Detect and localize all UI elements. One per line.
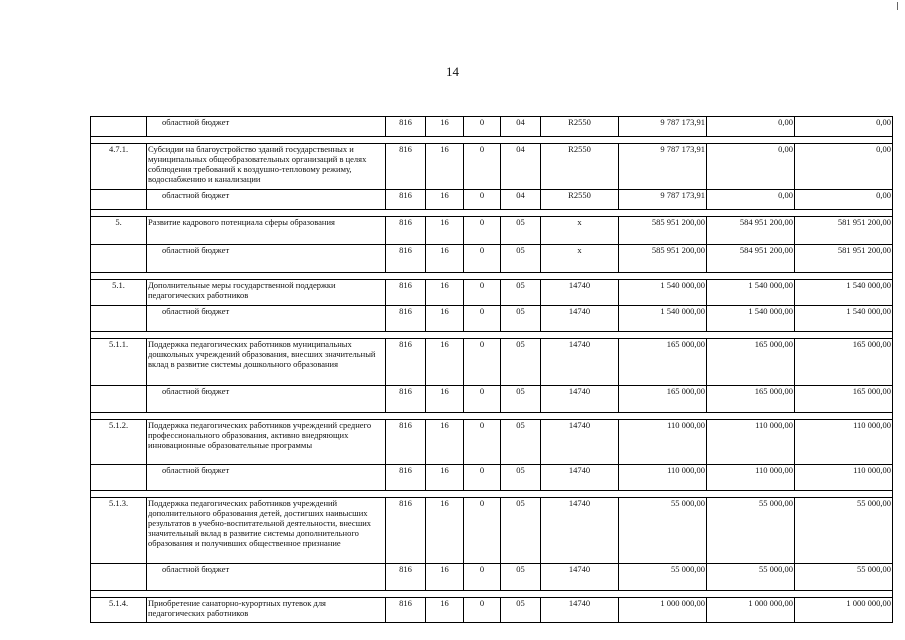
- table-row: [91, 598, 893, 623]
- cell-main-activity-code: 05: [501, 564, 541, 591]
- row-name: Поддержка педагогических работников муниципальных дошкольных учреждений образования, внесших значительный вклад в развитие системы дошкольного образования: [147, 339, 386, 386]
- cell-direction-code: 14740: [541, 598, 619, 623]
- cell-program-code: 16: [426, 465, 464, 491]
- cell-ministry-code: 816: [386, 386, 426, 413]
- cell-amount-year1: 110 000,00: [619, 465, 707, 491]
- cell-subprogram-code: 0: [464, 386, 501, 413]
- cell-direction-code: R2550: [541, 144, 619, 190]
- cell-subprogram-code: 0: [464, 245, 501, 273]
- cell-subprogram-code: 0: [464, 420, 501, 465]
- row-code: [91, 190, 147, 210]
- cell-amount-year2: 1 000 000,00: [707, 598, 795, 623]
- cell-program-code: 16: [426, 564, 464, 591]
- cell-ministry-code: 816: [386, 306, 426, 332]
- cell-direction-code: 14740: [541, 339, 619, 386]
- cell-amount-year1: 1 000 000,00: [619, 598, 707, 623]
- cell-main-activity-code: 05: [501, 245, 541, 273]
- row-name: Приобретение санаторно-курортных путевок для педагогических работников: [147, 598, 386, 623]
- cell-direction-code: 14740: [541, 465, 619, 491]
- cell-program-code: 16: [426, 280, 464, 306]
- cell-main-activity-code: 05: [501, 339, 541, 386]
- cell-amount-year2: 0,00: [707, 117, 795, 137]
- cell-subprogram-code: 0: [464, 564, 501, 591]
- table-row: [91, 144, 893, 190]
- row-code: 5.1.: [91, 280, 147, 306]
- cell-main-activity-code: 05: [501, 306, 541, 332]
- table-row: [91, 245, 893, 273]
- cell-direction-code: 14740: [541, 498, 619, 564]
- cell-ministry-code: 816: [386, 117, 426, 137]
- cell-direction-code: 14740: [541, 280, 619, 306]
- cell-amount-year3: 110 000,00: [795, 420, 893, 465]
- row-separator: [91, 332, 893, 339]
- cell-amount-year3: 165 000,00: [795, 386, 893, 413]
- row-code: [91, 564, 147, 591]
- cell-amount-year2: 1 540 000,00: [707, 280, 795, 306]
- row-code: 5.1.1.: [91, 339, 147, 386]
- cell-ministry-code: 816: [386, 465, 426, 491]
- cell-subprogram-code: 0: [464, 598, 501, 623]
- cell-amount-year3: 165 000,00: [795, 339, 893, 386]
- cell-amount-year2: 584 951 200,00: [707, 245, 795, 273]
- cell-amount-year2: 1 540 000,00: [707, 306, 795, 332]
- cell-program-code: 16: [426, 144, 464, 190]
- row-name: Субсидии на благоустройство зданий государственных и муниципальных общеобразовательных организаций в целях соблюдения требований к воздушно-тепловому режиму, водоснабжению и канализации: [147, 144, 386, 190]
- row-code: [91, 386, 147, 413]
- cell-amount-year1: 55 000,00: [619, 564, 707, 591]
- cell-subprogram-code: 0: [464, 217, 501, 245]
- cell-amount-year2: 0,00: [707, 144, 795, 190]
- row-code: 5.1.3.: [91, 498, 147, 564]
- row-code: [91, 117, 147, 137]
- cell-program-code: 16: [426, 339, 464, 386]
- row-name: областной бюджет: [147, 386, 386, 413]
- row-name: областной бюджет: [147, 245, 386, 273]
- cell-amount-year2: 110 000,00: [707, 465, 795, 491]
- cell-program-code: 16: [426, 190, 464, 210]
- row-name: областной бюджет: [147, 117, 386, 137]
- budget-table: [90, 116, 893, 623]
- row-code: 4.7.1.: [91, 144, 147, 190]
- cell-amount-year3: 581 951 200,00: [795, 217, 893, 245]
- row-separator: [91, 137, 893, 144]
- cell-amount-year3: 0,00: [795, 144, 893, 190]
- cell-direction-code: 14740: [541, 386, 619, 413]
- row-separator: [91, 273, 893, 280]
- cell-subprogram-code: 0: [464, 144, 501, 190]
- table-row: [91, 280, 893, 306]
- cell-main-activity-code: 05: [501, 598, 541, 623]
- cell-ministry-code: 816: [386, 280, 426, 306]
- cell-amount-year3: 0,00: [795, 117, 893, 137]
- table-row: [91, 386, 893, 413]
- cell-subprogram-code: 0: [464, 339, 501, 386]
- cell-program-code: 16: [426, 245, 464, 273]
- cell-direction-code: х: [541, 217, 619, 245]
- cell-direction-code: 14740: [541, 306, 619, 332]
- cell-main-activity-code: 04: [501, 144, 541, 190]
- scan-edge-mark: [897, 2, 898, 10]
- row-code: [91, 306, 147, 332]
- cell-amount-year3: 1 540 000,00: [795, 280, 893, 306]
- cell-direction-code: 14740: [541, 420, 619, 465]
- cell-amount-year1: 9 787 173,91: [619, 144, 707, 190]
- cell-main-activity-code: 04: [501, 190, 541, 210]
- table-row: [91, 465, 893, 491]
- cell-amount-year3: 0,00: [795, 190, 893, 210]
- cell-amount-year2: 0,00: [707, 190, 795, 210]
- cell-amount-year1: 9 787 173,91: [619, 190, 707, 210]
- cell-direction-code: 14740: [541, 564, 619, 591]
- cell-amount-year2: 165 000,00: [707, 386, 795, 413]
- row-name: Поддержка педагогических работников учреждений среднего профессионального образования, активно внедряющих инновационные образовательные программы: [147, 420, 386, 465]
- page-number: 14: [446, 64, 459, 79]
- cell-program-code: 16: [426, 420, 464, 465]
- cell-main-activity-code: 04: [501, 117, 541, 137]
- cell-ministry-code: 816: [386, 144, 426, 190]
- table-row: [91, 217, 893, 245]
- cell-program-code: 16: [426, 386, 464, 413]
- cell-amount-year3: 55 000,00: [795, 564, 893, 591]
- table-row: [91, 420, 893, 465]
- cell-direction-code: R2550: [541, 117, 619, 137]
- row-name: областной бюджет: [147, 564, 386, 591]
- table-row: [91, 306, 893, 332]
- row-name: Поддержка педагогических работников учреждений дополнительного образования детей, достигших наивысших результатов в учебно-воспитательной деятельности, внесших значительный вклад в развитие системы дополнительного образования и получивших общественное признание: [147, 498, 386, 564]
- cell-subprogram-code: 0: [464, 190, 501, 210]
- cell-main-activity-code: 05: [501, 217, 541, 245]
- row-code: 5.1.4.: [91, 598, 147, 623]
- cell-program-code: 16: [426, 306, 464, 332]
- cell-amount-year2: 110 000,00: [707, 420, 795, 465]
- row-separator: [91, 491, 893, 498]
- cell-amount-year2: 55 000,00: [707, 498, 795, 564]
- table-row: [91, 190, 893, 210]
- cell-ministry-code: 816: [386, 190, 426, 210]
- cell-ministry-code: 816: [386, 564, 426, 591]
- cell-main-activity-code: 05: [501, 280, 541, 306]
- row-code: [91, 245, 147, 273]
- table-row: [91, 498, 893, 564]
- cell-amount-year3: 1 540 000,00: [795, 306, 893, 332]
- cell-amount-year2: 165 000,00: [707, 339, 795, 386]
- cell-subprogram-code: 0: [464, 306, 501, 332]
- row-name: Дополнительные меры государственной поддержки педагогических работников: [147, 280, 386, 306]
- row-name: областной бюджет: [147, 465, 386, 491]
- cell-subprogram-code: 0: [464, 498, 501, 564]
- cell-amount-year1: 585 951 200,00: [619, 217, 707, 245]
- cell-program-code: 16: [426, 117, 464, 137]
- cell-main-activity-code: 05: [501, 498, 541, 564]
- row-code: [91, 465, 147, 491]
- cell-amount-year1: 110 000,00: [619, 420, 707, 465]
- table-row: [91, 339, 893, 386]
- cell-subprogram-code: 0: [464, 280, 501, 306]
- table-row: [91, 117, 893, 137]
- cell-amount-year3: 581 951 200,00: [795, 245, 893, 273]
- cell-ministry-code: 816: [386, 598, 426, 623]
- cell-ministry-code: 816: [386, 217, 426, 245]
- row-name: Развитие кадрового потенциала сферы образования: [147, 217, 386, 245]
- cell-ministry-code: 816: [386, 498, 426, 564]
- cell-main-activity-code: 05: [501, 465, 541, 491]
- row-separator: [91, 591, 893, 598]
- cell-amount-year3: 55 000,00: [795, 498, 893, 564]
- row-code: 5.: [91, 217, 147, 245]
- cell-amount-year1: 165 000,00: [619, 386, 707, 413]
- cell-amount-year1: 1 540 000,00: [619, 306, 707, 332]
- cell-subprogram-code: 0: [464, 465, 501, 491]
- row-separator: [91, 210, 893, 217]
- cell-ministry-code: 816: [386, 245, 426, 273]
- cell-direction-code: х: [541, 245, 619, 273]
- cell-amount-year1: 1 540 000,00: [619, 280, 707, 306]
- cell-amount-year1: 585 951 200,00: [619, 245, 707, 273]
- row-name: областной бюджет: [147, 306, 386, 332]
- cell-main-activity-code: 05: [501, 420, 541, 465]
- cell-amount-year3: 1 000 000,00: [795, 598, 893, 623]
- cell-direction-code: R2550: [541, 190, 619, 210]
- row-name: областной бюджет: [147, 190, 386, 210]
- cell-amount-year1: 55 000,00: [619, 498, 707, 564]
- cell-main-activity-code: 05: [501, 386, 541, 413]
- cell-amount-year1: 9 787 173,91: [619, 117, 707, 137]
- cell-subprogram-code: 0: [464, 117, 501, 137]
- cell-amount-year1: 165 000,00: [619, 339, 707, 386]
- cell-program-code: 16: [426, 217, 464, 245]
- cell-amount-year2: 584 951 200,00: [707, 217, 795, 245]
- cell-ministry-code: 816: [386, 339, 426, 386]
- cell-program-code: 16: [426, 598, 464, 623]
- row-code: 5.1.2.: [91, 420, 147, 465]
- row-separator: [91, 413, 893, 420]
- cell-ministry-code: 816: [386, 420, 426, 465]
- cell-amount-year2: 55 000,00: [707, 564, 795, 591]
- cell-program-code: 16: [426, 498, 464, 564]
- cell-amount-year3: 110 000,00: [795, 465, 893, 491]
- table-row: [91, 564, 893, 591]
